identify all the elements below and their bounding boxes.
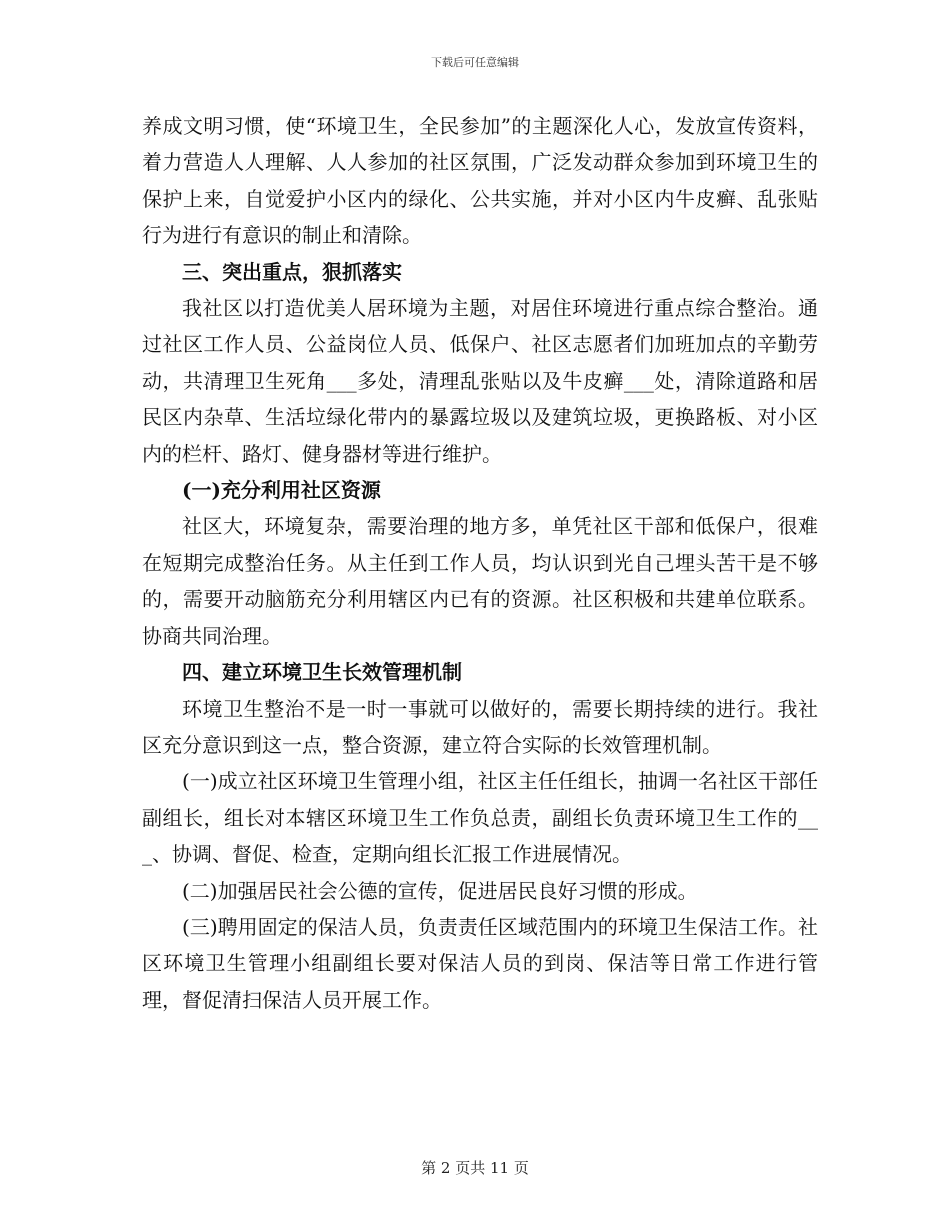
paragraph-item-1: (一)成立社区环境卫生管理小组，社区主任任组长，抽调一名社区干部任副组长，组长对本辖区环境卫生工作负总责，副组长负责环境卫生工作的___、协调、督促、检查，定期向组长汇报工作进展情况。 [142,769,818,867]
paragraph-item-3: (三)聘用固定的保洁人员，负责责任区域范围内的环境卫生保洁工作。社区环境卫生管理小组副组长要对保洁人员的到岗、保洁等日常工作进行管理，督促清扫保洁人员开展工作。 [142,914,818,1012]
subsection-heading-resources: (一)充分利用社区资源 [182,478,381,503]
paragraph-long-term: 环境卫生整治不是一时一事就可以做好的，需要长期持续的进行。我社区充分意识到这一点，整合资源，建立符合实际的长效管理机制。 [142,696,818,757]
page-header: 下载后可任意编辑 [431,56,519,69]
paragraph-resources: 社区大，环境复杂，需要治理的地方多，单凭社区干部和低保户，很难在短期完成整治任务。从主任到工作人员，均认识到光自己埋头苦干是不够的，需要开动脑筋充分利用辖区内已有的资源。社区积极和共建单位联系。协商共同治理。 [142,514,818,648]
section-heading-4: 四、建立环境卫生长效管理机制 [182,660,462,685]
paragraph-civic-habits: 养成文明习惯，使“环境卫生，全民参加”的主题深化人心，发放宣传资料，着力营造人人理解、人人参加的社区氛围，广泛发动群众参加到环境卫生的保护上来，自觉爱护小区内的绿化、公共实施，并对小区内牛皮癣、乱张贴行为进行有意识的制止和清除。 [142,114,818,248]
paragraph-cleanup: 我社区以打造优美人居环境为主题，对居住环境进行重点综合整治。通过社区工作人员、公益岗位人员、低保户、社区志愿者们加班加点的辛勤劳动，共清理卫生死角___多处，清理乱张贴以及牛皮癣___处，清除道路和居民区内杂草、生活垃绿化带内的暴露垃圾以及建筑垃圾，更换路板、对小区内的栏杆、路灯、健身器材等进行维护。 [142,296,818,466]
paragraph-item-2: (二)加强居民社会公德的宣传，促进居民良好习惯的形成。 [182,878,698,903]
document-body [142,108,818,1018]
page-number: 第 2 页共 11 页 [421,1159,529,1177]
section-heading-3: 三、突出重点，狠抓落实 [182,259,402,284]
